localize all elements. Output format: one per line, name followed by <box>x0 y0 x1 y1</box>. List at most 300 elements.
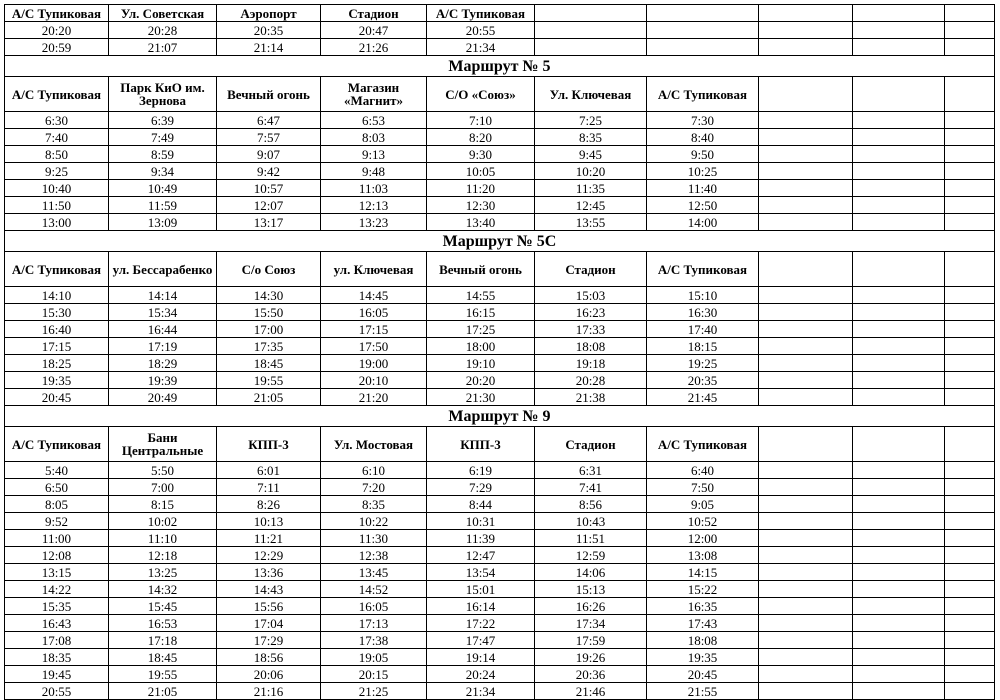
time-cell: 13:45 <box>321 564 427 581</box>
time-cell: 17:43 <box>647 615 759 632</box>
empty-cell <box>853 129 945 146</box>
time-cell: 9:45 <box>535 146 647 163</box>
empty-cell <box>853 304 945 321</box>
time-cell: 21:26 <box>321 39 427 56</box>
time-cell: 16:44 <box>109 321 217 338</box>
stop-name-header: Ул. Мостовая <box>321 427 427 462</box>
empty-cell <box>853 479 945 496</box>
time-cell: 18:15 <box>647 338 759 355</box>
time-cell: 17:13 <box>321 615 427 632</box>
time-cell: 11:00 <box>5 530 109 547</box>
time-row <box>5 564 995 581</box>
empty-cell <box>647 5 759 22</box>
time-cell: 10:49 <box>109 180 217 197</box>
time-cell: 17:34 <box>535 615 647 632</box>
stop-name-header: Стадион <box>535 252 647 287</box>
time-cell: 20:36 <box>535 666 647 683</box>
stop-name-header: Ул. Советская <box>109 5 217 22</box>
time-cell: 20:28 <box>535 372 647 389</box>
stops-header-row <box>5 427 995 462</box>
time-cell: 20:55 <box>427 22 535 39</box>
time-cell: 8:26 <box>217 496 321 513</box>
time-cell: 21:14 <box>217 39 321 56</box>
stops-header-row <box>5 77 995 112</box>
time-cell: 17:47 <box>427 632 535 649</box>
time-cell: 14:55 <box>427 287 535 304</box>
time-cell: 13:36 <box>217 564 321 581</box>
time-cell: 18:08 <box>647 632 759 649</box>
time-row <box>5 372 995 389</box>
empty-cell <box>945 479 995 496</box>
time-row <box>5 632 995 649</box>
time-cell: 16:26 <box>535 598 647 615</box>
empty-cell <box>945 5 995 22</box>
time-cell: 19:05 <box>321 649 427 666</box>
empty-cell <box>945 427 995 462</box>
time-cell: 17:04 <box>217 615 321 632</box>
time-cell: 14:10 <box>5 287 109 304</box>
time-cell: 17:59 <box>535 632 647 649</box>
empty-cell <box>759 214 853 231</box>
stop-name-header: А/С Тупиковая <box>647 427 759 462</box>
time-cell: 9:48 <box>321 163 427 180</box>
time-cell: 13:40 <box>427 214 535 231</box>
time-cell: 16:23 <box>535 304 647 321</box>
empty-cell <box>853 163 945 180</box>
time-cell: 20:59 <box>5 39 109 56</box>
time-cell: 9:34 <box>109 163 217 180</box>
time-cell: 8:35 <box>321 496 427 513</box>
time-cell: 20:45 <box>5 389 109 406</box>
empty-cell <box>853 564 945 581</box>
time-cell: 20:28 <box>109 22 217 39</box>
time-cell: 9:30 <box>427 146 535 163</box>
empty-cell <box>759 615 853 632</box>
empty-cell <box>759 581 853 598</box>
empty-cell <box>853 214 945 231</box>
empty-cell <box>945 214 995 231</box>
empty-cell <box>759 564 853 581</box>
time-cell: 15:56 <box>217 598 321 615</box>
empty-cell <box>945 338 995 355</box>
empty-cell <box>759 77 853 112</box>
time-row <box>5 304 995 321</box>
time-row <box>5 479 995 496</box>
time-cell: 7:41 <box>535 479 647 496</box>
time-cell: 14:52 <box>321 581 427 598</box>
time-cell: 20:15 <box>321 666 427 683</box>
time-cell: 18:00 <box>427 338 535 355</box>
time-cell: 7:20 <box>321 479 427 496</box>
empty-cell <box>759 321 853 338</box>
time-cell: 19:55 <box>217 372 321 389</box>
time-cell: 12:38 <box>321 547 427 564</box>
empty-cell <box>759 598 853 615</box>
time-cell: 13:09 <box>109 214 217 231</box>
empty-cell <box>853 615 945 632</box>
time-cell: 11:40 <box>647 180 759 197</box>
stop-name-header: А/С Тупиковая <box>5 5 109 22</box>
empty-cell <box>945 321 995 338</box>
time-cell: 18:08 <box>535 338 647 355</box>
time-row <box>5 513 995 530</box>
time-cell: 12:00 <box>647 530 759 547</box>
stop-name-header: ул. Ключевая <box>321 252 427 287</box>
empty-cell <box>759 427 853 462</box>
empty-cell <box>759 39 853 56</box>
time-cell: 18:45 <box>109 649 217 666</box>
time-cell: 8:50 <box>5 146 109 163</box>
empty-cell <box>759 389 853 406</box>
time-cell: 10:52 <box>647 513 759 530</box>
time-cell: 20:47 <box>321 22 427 39</box>
time-cell: 7:11 <box>217 479 321 496</box>
time-cell: 13:00 <box>5 214 109 231</box>
empty-cell <box>945 355 995 372</box>
time-cell: 6:50 <box>5 479 109 496</box>
time-cell: 12:07 <box>217 197 321 214</box>
time-cell: 6:01 <box>217 462 321 479</box>
time-cell: 13:25 <box>109 564 217 581</box>
time-cell: 7:30 <box>647 112 759 129</box>
time-cell: 17:38 <box>321 632 427 649</box>
empty-cell <box>647 22 759 39</box>
empty-cell <box>853 632 945 649</box>
time-row <box>5 338 995 355</box>
empty-cell <box>853 146 945 163</box>
empty-cell <box>945 287 995 304</box>
time-cell: 15:13 <box>535 581 647 598</box>
empty-cell <box>853 5 945 22</box>
time-cell: 11:51 <box>535 530 647 547</box>
time-cell: 16:05 <box>321 304 427 321</box>
schedule-body <box>5 5 995 700</box>
time-row <box>5 112 995 129</box>
time-cell: 12:29 <box>217 547 321 564</box>
time-row <box>5 355 995 372</box>
time-cell: 17:15 <box>5 338 109 355</box>
time-cell: 16:43 <box>5 615 109 632</box>
empty-cell <box>853 462 945 479</box>
empty-cell <box>945 581 995 598</box>
time-cell: 8:35 <box>535 129 647 146</box>
time-cell: 16:30 <box>647 304 759 321</box>
stop-name-header: Парк КиО им. Зернова <box>109 77 217 112</box>
route-title: Маршрут № 5С <box>5 231 995 252</box>
empty-cell <box>759 513 853 530</box>
time-row <box>5 615 995 632</box>
empty-cell <box>853 683 945 700</box>
time-cell: 8:40 <box>647 129 759 146</box>
empty-cell <box>535 39 647 56</box>
empty-cell <box>759 112 853 129</box>
time-cell: 20:55 <box>5 683 109 700</box>
empty-cell <box>945 372 995 389</box>
time-cell: 19:00 <box>321 355 427 372</box>
time-cell: 16:53 <box>109 615 217 632</box>
time-cell: 6:40 <box>647 462 759 479</box>
time-cell: 14:32 <box>109 581 217 598</box>
time-cell: 20:45 <box>647 666 759 683</box>
time-cell: 19:55 <box>109 666 217 683</box>
time-cell: 21:46 <box>535 683 647 700</box>
schedule-table <box>4 4 995 700</box>
empty-cell <box>853 496 945 513</box>
time-cell: 13:17 <box>217 214 321 231</box>
time-cell: 12:13 <box>321 197 427 214</box>
time-cell: 14:30 <box>217 287 321 304</box>
time-cell: 9:05 <box>647 496 759 513</box>
time-cell: 5:50 <box>109 462 217 479</box>
time-cell: 15:01 <box>427 581 535 598</box>
stop-name-header: С/О «Союз» <box>427 77 535 112</box>
time-row <box>5 389 995 406</box>
empty-cell <box>853 252 945 287</box>
empty-cell <box>853 355 945 372</box>
time-cell: 8:56 <box>535 496 647 513</box>
stop-name-header: ул. Бессарабенко <box>109 252 217 287</box>
route-title-row <box>5 56 995 77</box>
empty-cell <box>759 129 853 146</box>
time-cell: 7:49 <box>109 129 217 146</box>
time-cell: 19:26 <box>535 649 647 666</box>
time-cell: 8:03 <box>321 129 427 146</box>
empty-cell <box>853 530 945 547</box>
time-cell: 20:10 <box>321 372 427 389</box>
time-cell: 17:33 <box>535 321 647 338</box>
time-cell: 21:07 <box>109 39 217 56</box>
time-cell: 15:03 <box>535 287 647 304</box>
stop-name-header: А/С Тупиковая <box>5 77 109 112</box>
time-cell: 16:05 <box>321 598 427 615</box>
time-cell: 13:15 <box>5 564 109 581</box>
time-cell: 11:30 <box>321 530 427 547</box>
time-row <box>5 581 995 598</box>
time-cell: 14:45 <box>321 287 427 304</box>
time-cell: 13:55 <box>535 214 647 231</box>
time-cell: 10:02 <box>109 513 217 530</box>
empty-cell <box>759 355 853 372</box>
stop-name-header: Бани Центральные <box>109 427 217 462</box>
time-cell: 20:20 <box>5 22 109 39</box>
time-cell: 11:35 <box>535 180 647 197</box>
empty-cell <box>759 180 853 197</box>
time-cell: 19:39 <box>109 372 217 389</box>
time-row <box>5 666 995 683</box>
time-cell: 11:10 <box>109 530 217 547</box>
empty-cell <box>945 666 995 683</box>
time-cell: 17:50 <box>321 338 427 355</box>
time-row <box>5 129 995 146</box>
time-cell: 21:34 <box>427 39 535 56</box>
route-title: Маршрут № 9 <box>5 406 995 427</box>
empty-cell <box>945 197 995 214</box>
time-cell: 20:49 <box>109 389 217 406</box>
time-cell: 8:59 <box>109 146 217 163</box>
time-cell: 16:35 <box>647 598 759 615</box>
route-title: Маршрут № 5 <box>5 56 995 77</box>
empty-cell <box>853 598 945 615</box>
empty-cell <box>535 5 647 22</box>
time-cell: 15:22 <box>647 581 759 598</box>
time-cell: 21:34 <box>427 683 535 700</box>
time-cell: 11:50 <box>5 197 109 214</box>
empty-cell <box>759 496 853 513</box>
time-cell: 18:29 <box>109 355 217 372</box>
time-cell: 14:14 <box>109 287 217 304</box>
stop-name-header: Ул. Ключевая <box>535 77 647 112</box>
empty-cell <box>759 683 853 700</box>
time-row <box>5 462 995 479</box>
time-cell: 8:05 <box>5 496 109 513</box>
time-cell: 11:59 <box>109 197 217 214</box>
time-cell: 14:22 <box>5 581 109 598</box>
time-row <box>5 547 995 564</box>
empty-cell <box>853 338 945 355</box>
time-cell: 14:15 <box>647 564 759 581</box>
time-cell: 21:38 <box>535 389 647 406</box>
empty-cell <box>945 598 995 615</box>
time-cell: 11:39 <box>427 530 535 547</box>
time-cell: 9:13 <box>321 146 427 163</box>
time-cell: 19:14 <box>427 649 535 666</box>
empty-cell <box>759 5 853 22</box>
empty-cell <box>647 39 759 56</box>
empty-cell <box>945 632 995 649</box>
time-cell: 20:20 <box>427 372 535 389</box>
time-cell: 10:13 <box>217 513 321 530</box>
time-cell: 12:30 <box>427 197 535 214</box>
time-cell: 7:29 <box>427 479 535 496</box>
time-row <box>5 683 995 700</box>
empty-cell <box>853 649 945 666</box>
empty-cell <box>945 530 995 547</box>
time-cell: 17:25 <box>427 321 535 338</box>
time-cell: 8:15 <box>109 496 217 513</box>
stop-name-header: Вечный огонь <box>427 252 535 287</box>
time-cell: 11:21 <box>217 530 321 547</box>
empty-cell <box>853 547 945 564</box>
empty-cell <box>535 22 647 39</box>
time-cell: 16:40 <box>5 321 109 338</box>
empty-cell <box>853 581 945 598</box>
time-cell: 7:50 <box>647 479 759 496</box>
stop-name-header: Магазин «Магнит» <box>321 77 427 112</box>
time-cell: 21:20 <box>321 389 427 406</box>
empty-cell <box>945 77 995 112</box>
time-cell: 6:10 <box>321 462 427 479</box>
time-cell: 12:59 <box>535 547 647 564</box>
empty-cell <box>853 427 945 462</box>
empty-cell <box>759 547 853 564</box>
empty-cell <box>853 39 945 56</box>
time-cell: 13:08 <box>647 547 759 564</box>
empty-cell <box>759 666 853 683</box>
time-cell: 10:40 <box>5 180 109 197</box>
time-cell: 17:08 <box>5 632 109 649</box>
time-cell: 16:14 <box>427 598 535 615</box>
stop-name-header: А/С Тупиковая <box>647 77 759 112</box>
empty-cell <box>945 146 995 163</box>
empty-cell <box>759 304 853 321</box>
time-cell: 17:00 <box>217 321 321 338</box>
time-cell: 10:20 <box>535 163 647 180</box>
time-row <box>5 649 995 666</box>
empty-cell <box>759 22 853 39</box>
time-cell: 12:50 <box>647 197 759 214</box>
time-cell: 15:10 <box>647 287 759 304</box>
time-row <box>5 163 995 180</box>
stop-name-header: А/С Тупиковая <box>647 252 759 287</box>
empty-cell <box>853 77 945 112</box>
time-cell: 13:23 <box>321 214 427 231</box>
time-cell: 19:35 <box>647 649 759 666</box>
empty-cell <box>853 666 945 683</box>
stop-name-header: С/о Союз <box>217 252 321 287</box>
time-cell: 15:30 <box>5 304 109 321</box>
empty-cell <box>945 129 995 146</box>
time-cell: 7:57 <box>217 129 321 146</box>
empty-cell <box>853 197 945 214</box>
time-cell: 10:05 <box>427 163 535 180</box>
time-cell: 8:20 <box>427 129 535 146</box>
time-cell: 15:35 <box>5 598 109 615</box>
empty-cell <box>759 479 853 496</box>
time-cell: 7:25 <box>535 112 647 129</box>
time-cell: 15:50 <box>217 304 321 321</box>
stop-name-header: КПП-3 <box>217 427 321 462</box>
time-cell: 11:20 <box>427 180 535 197</box>
empty-cell <box>759 530 853 547</box>
time-cell: 7:40 <box>5 129 109 146</box>
time-row <box>5 22 995 39</box>
empty-cell <box>759 462 853 479</box>
empty-cell <box>945 513 995 530</box>
time-cell: 18:56 <box>217 649 321 666</box>
time-cell: 6:31 <box>535 462 647 479</box>
empty-cell <box>759 632 853 649</box>
time-cell: 19:25 <box>647 355 759 372</box>
time-cell: 18:35 <box>5 649 109 666</box>
empty-cell <box>945 615 995 632</box>
empty-cell <box>945 496 995 513</box>
time-cell: 21:16 <box>217 683 321 700</box>
empty-cell <box>759 252 853 287</box>
empty-cell <box>945 22 995 39</box>
stops-header-row <box>5 252 995 287</box>
time-cell: 9:07 <box>217 146 321 163</box>
time-cell: 14:00 <box>647 214 759 231</box>
time-cell: 10:57 <box>217 180 321 197</box>
time-cell: 15:34 <box>109 304 217 321</box>
time-cell: 10:31 <box>427 513 535 530</box>
empty-cell <box>945 252 995 287</box>
time-cell: 5:40 <box>5 462 109 479</box>
time-cell: 14:06 <box>535 564 647 581</box>
empty-cell <box>945 39 995 56</box>
time-row <box>5 530 995 547</box>
empty-cell <box>759 372 853 389</box>
time-row <box>5 146 995 163</box>
time-cell: 19:35 <box>5 372 109 389</box>
empty-cell <box>945 163 995 180</box>
empty-cell <box>945 304 995 321</box>
time-cell: 8:44 <box>427 496 535 513</box>
stop-name-header: А/С Тупиковая <box>5 252 109 287</box>
time-cell: 6:39 <box>109 112 217 129</box>
time-cell: 12:45 <box>535 197 647 214</box>
time-cell: 13:54 <box>427 564 535 581</box>
